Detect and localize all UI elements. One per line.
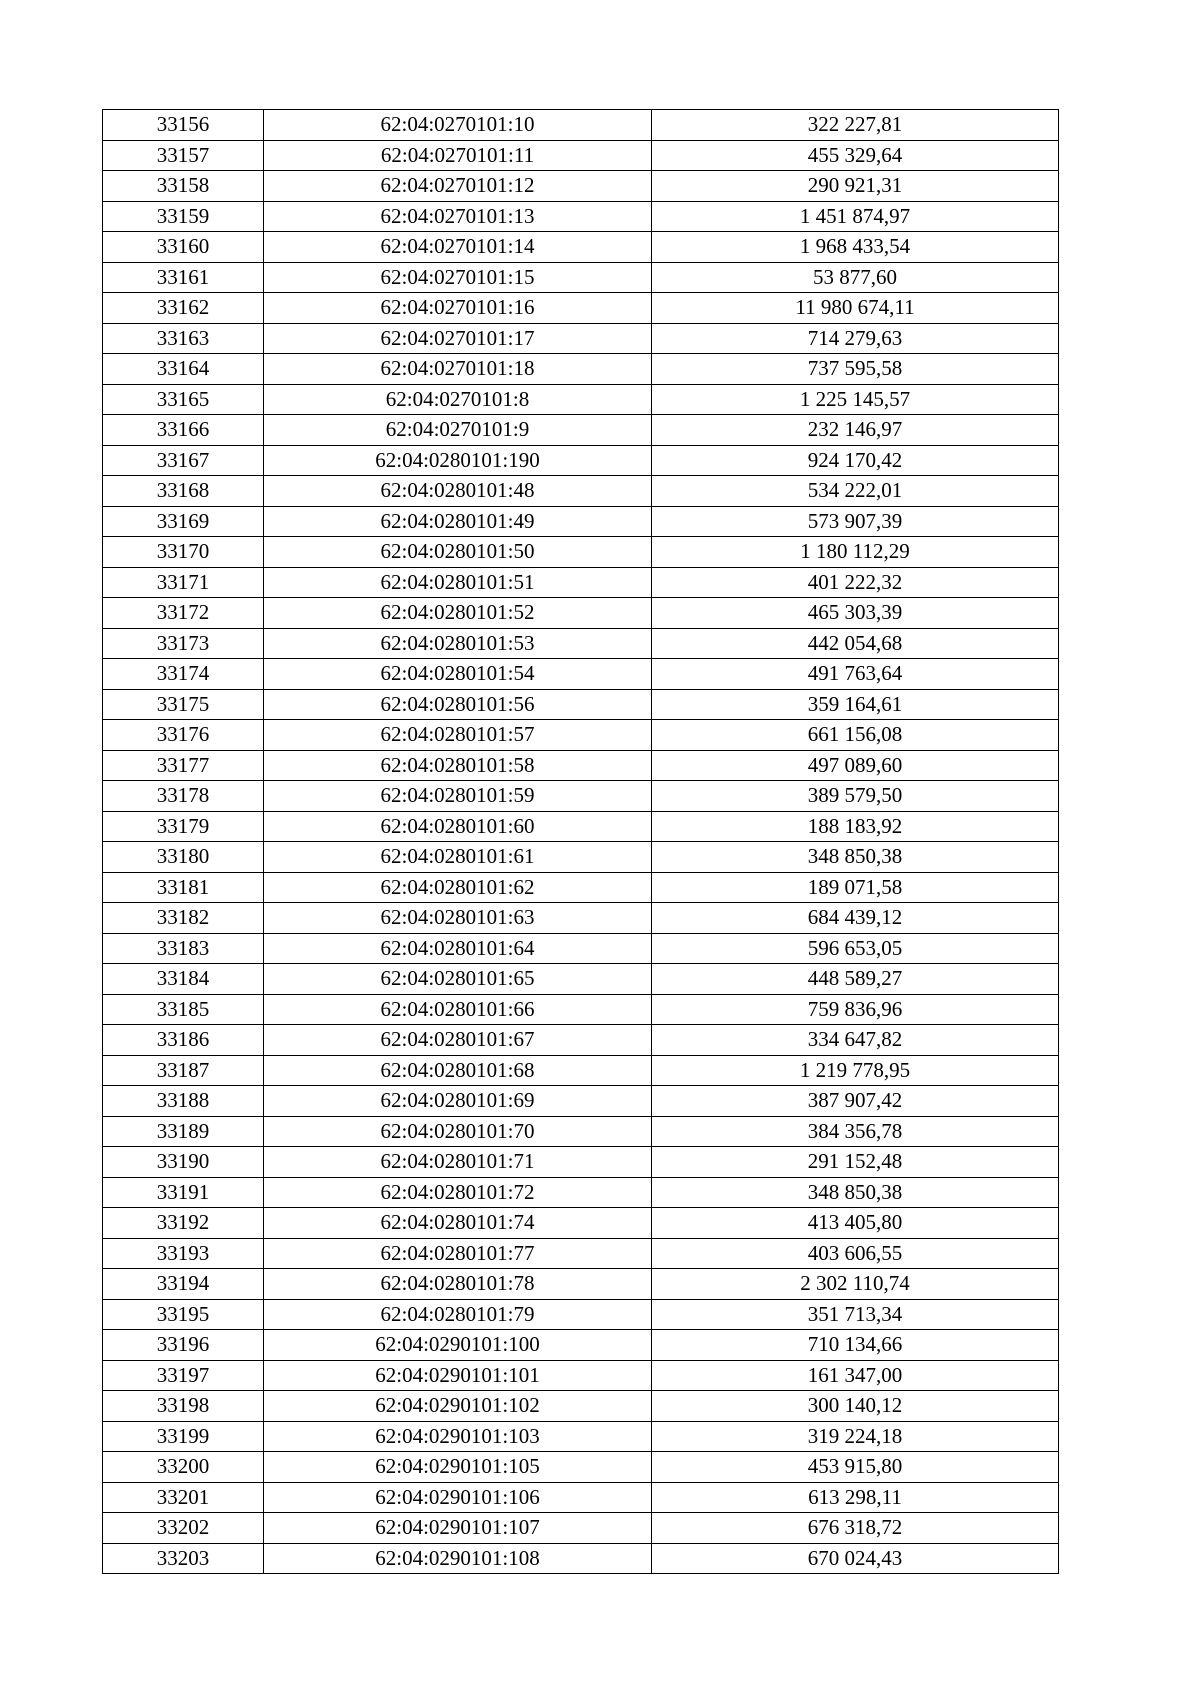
cadastral-value-cell: 11 980 674,11	[652, 293, 1059, 324]
table-row	[103, 994, 1059, 1025]
cadastral-value-cell: 534 222,01	[652, 476, 1059, 507]
cadastral-value-cell: 661 156,08	[652, 720, 1059, 751]
row-number-cell: 33193	[103, 1238, 264, 1269]
row-number-cell: 33190	[103, 1147, 264, 1178]
cadastral-value-table-container	[102, 109, 1058, 1574]
row-number-cell: 33156	[103, 110, 264, 141]
cadastral-value-cell: 1 451 874,97	[652, 201, 1059, 232]
row-number-cell: 33168	[103, 476, 264, 507]
table-row	[103, 110, 1059, 141]
row-number-cell: 33202	[103, 1513, 264, 1544]
table-row	[103, 750, 1059, 781]
cadastral-number-cell: 62:04:0290101:105	[264, 1452, 652, 1483]
cadastral-number-cell: 62:04:0280101:77	[264, 1238, 652, 1269]
row-number-cell: 33170	[103, 537, 264, 568]
cadastral-value-cell: 359 164,61	[652, 689, 1059, 720]
cadastral-number-cell: 62:04:0270101:9	[264, 415, 652, 446]
cadastral-number-cell: 62:04:0290101:108	[264, 1543, 652, 1574]
table-row	[103, 1177, 1059, 1208]
cadastral-value-cell: 455 329,64	[652, 140, 1059, 171]
cadastral-value-cell: 596 653,05	[652, 933, 1059, 964]
cadastral-value-cell: 453 915,80	[652, 1452, 1059, 1483]
table-row	[103, 1330, 1059, 1361]
row-number-cell: 33196	[103, 1330, 264, 1361]
cadastral-value-cell: 573 907,39	[652, 506, 1059, 537]
cadastral-number-cell: 62:04:0280101:70	[264, 1116, 652, 1147]
table-row	[103, 1391, 1059, 1422]
row-number-cell: 33197	[103, 1360, 264, 1391]
cadastral-number-cell: 62:04:0290101:107	[264, 1513, 652, 1544]
cadastral-value-cell: 710 134,66	[652, 1330, 1059, 1361]
cadastral-number-cell: 62:04:0270101:16	[264, 293, 652, 324]
cadastral-value-cell: 737 595,58	[652, 354, 1059, 385]
cadastral-value-cell: 403 606,55	[652, 1238, 1059, 1269]
cadastral-number-cell: 62:04:0280101:78	[264, 1269, 652, 1300]
row-number-cell: 33179	[103, 811, 264, 842]
row-number-cell: 33176	[103, 720, 264, 751]
cadastral-value-cell: 319 224,18	[652, 1421, 1059, 1452]
row-number-cell: 33178	[103, 781, 264, 812]
cadastral-number-cell: 62:04:0270101:18	[264, 354, 652, 385]
table-row	[103, 293, 1059, 324]
table-row	[103, 384, 1059, 415]
row-number-cell: 33192	[103, 1208, 264, 1239]
row-number-cell: 33157	[103, 140, 264, 171]
row-number-cell: 33172	[103, 598, 264, 629]
row-number-cell: 33175	[103, 689, 264, 720]
cadastral-number-cell: 62:04:0270101:17	[264, 323, 652, 354]
table-row	[103, 1208, 1059, 1239]
row-number-cell: 33189	[103, 1116, 264, 1147]
cadastral-value-cell: 759 836,96	[652, 994, 1059, 1025]
cadastral-number-cell: 62:04:0280101:52	[264, 598, 652, 629]
table-row	[103, 659, 1059, 690]
cadastral-number-cell: 62:04:0280101:57	[264, 720, 652, 751]
cadastral-value-cell: 613 298,11	[652, 1482, 1059, 1513]
cadastral-value-cell: 232 146,97	[652, 415, 1059, 446]
cadastral-value-cell: 497 089,60	[652, 750, 1059, 781]
row-number-cell: 33159	[103, 201, 264, 232]
cadastral-number-cell: 62:04:0290101:101	[264, 1360, 652, 1391]
cadastral-value-cell: 448 589,27	[652, 964, 1059, 995]
table-row	[103, 537, 1059, 568]
cadastral-value-cell: 924 170,42	[652, 445, 1059, 476]
cadastral-number-cell: 62:04:0270101:14	[264, 232, 652, 263]
row-number-cell: 33182	[103, 903, 264, 934]
table-row	[103, 140, 1059, 171]
cadastral-value-cell: 684 439,12	[652, 903, 1059, 934]
cadastral-number-cell: 62:04:0280101:50	[264, 537, 652, 568]
cadastral-number-cell: 62:04:0280101:54	[264, 659, 652, 690]
row-number-cell: 33165	[103, 384, 264, 415]
cadastral-number-cell: 62:04:0280101:60	[264, 811, 652, 842]
table-row	[103, 567, 1059, 598]
cadastral-value-cell: 334 647,82	[652, 1025, 1059, 1056]
table-row	[103, 1116, 1059, 1147]
table-row	[103, 445, 1059, 476]
cadastral-value-cell: 389 579,50	[652, 781, 1059, 812]
table-row	[103, 201, 1059, 232]
cadastral-number-cell: 62:04:0280101:72	[264, 1177, 652, 1208]
cadastral-number-cell: 62:04:0280101:69	[264, 1086, 652, 1117]
cadastral-value-cell: 351 713,34	[652, 1299, 1059, 1330]
table-row	[103, 964, 1059, 995]
table-row	[103, 1055, 1059, 1086]
cadastral-value-cell: 188 183,92	[652, 811, 1059, 842]
cadastral-value-cell: 387 907,42	[652, 1086, 1059, 1117]
row-number-cell: 33185	[103, 994, 264, 1025]
cadastral-value-cell: 53 877,60	[652, 262, 1059, 293]
cadastral-value-cell: 670 024,43	[652, 1543, 1059, 1574]
table-row	[103, 781, 1059, 812]
cadastral-number-cell: 62:04:0280101:51	[264, 567, 652, 598]
cadastral-value-cell: 300 140,12	[652, 1391, 1059, 1422]
row-number-cell: 33162	[103, 293, 264, 324]
table-row	[103, 1147, 1059, 1178]
cadastral-number-cell: 62:04:0290101:106	[264, 1482, 652, 1513]
cadastral-value-cell: 1 968 433,54	[652, 232, 1059, 263]
cadastral-value-cell: 384 356,78	[652, 1116, 1059, 1147]
cadastral-value-table	[102, 109, 1059, 1574]
cadastral-value-cell: 491 763,64	[652, 659, 1059, 690]
cadastral-number-cell: 62:04:0280101:49	[264, 506, 652, 537]
cadastral-value-cell: 290 921,31	[652, 171, 1059, 202]
cadastral-number-cell: 62:04:0280101:66	[264, 994, 652, 1025]
cadastral-value-cell: 676 318,72	[652, 1513, 1059, 1544]
cadastral-number-cell: 62:04:0280101:64	[264, 933, 652, 964]
cadastral-number-cell: 62:04:0280101:58	[264, 750, 652, 781]
row-number-cell: 33181	[103, 872, 264, 903]
cadastral-number-cell: 62:04:0290101:103	[264, 1421, 652, 1452]
cadastral-number-cell: 62:04:0280101:190	[264, 445, 652, 476]
cadastral-value-cell: 2 302 110,74	[652, 1269, 1059, 1300]
row-number-cell: 33199	[103, 1421, 264, 1452]
row-number-cell: 33203	[103, 1543, 264, 1574]
row-number-cell: 33169	[103, 506, 264, 537]
table-row	[103, 232, 1059, 263]
row-number-cell: 33191	[103, 1177, 264, 1208]
table-row	[103, 415, 1059, 446]
cadastral-value-cell: 1 219 778,95	[652, 1055, 1059, 1086]
row-number-cell: 33198	[103, 1391, 264, 1422]
cadastral-number-cell: 62:04:0270101:13	[264, 201, 652, 232]
table-row	[103, 323, 1059, 354]
cadastral-number-cell: 62:04:0270101:12	[264, 171, 652, 202]
table-row	[103, 1238, 1059, 1269]
table-row	[103, 872, 1059, 903]
cadastral-number-cell: 62:04:0280101:56	[264, 689, 652, 720]
table-row	[103, 354, 1059, 385]
cadastral-number-cell: 62:04:0280101:63	[264, 903, 652, 934]
cadastral-number-cell: 62:04:0270101:15	[264, 262, 652, 293]
cadastral-value-cell: 401 222,32	[652, 567, 1059, 598]
row-number-cell: 33163	[103, 323, 264, 354]
row-number-cell: 33194	[103, 1269, 264, 1300]
row-number-cell: 33201	[103, 1482, 264, 1513]
row-number-cell: 33173	[103, 628, 264, 659]
cadastral-value-cell: 189 071,58	[652, 872, 1059, 903]
row-number-cell: 33174	[103, 659, 264, 690]
table-row	[103, 689, 1059, 720]
row-number-cell: 33195	[103, 1299, 264, 1330]
cadastral-number-cell: 62:04:0280101:79	[264, 1299, 652, 1330]
cadastral-number-cell: 62:04:0280101:61	[264, 842, 652, 873]
table-row	[103, 506, 1059, 537]
cadastral-number-cell: 62:04:0270101:11	[264, 140, 652, 171]
cadastral-value-cell: 348 850,38	[652, 1177, 1059, 1208]
cadastral-value-cell: 348 850,38	[652, 842, 1059, 873]
table-row	[103, 628, 1059, 659]
cadastral-number-cell: 62:04:0280101:67	[264, 1025, 652, 1056]
cadastral-number-cell: 62:04:0280101:74	[264, 1208, 652, 1239]
table-row	[103, 1360, 1059, 1391]
cadastral-number-cell: 62:04:0280101:68	[264, 1055, 652, 1086]
row-number-cell: 33171	[103, 567, 264, 598]
table-row	[103, 842, 1059, 873]
row-number-cell: 33164	[103, 354, 264, 385]
cadastral-value-cell: 1 225 145,57	[652, 384, 1059, 415]
table-row	[103, 1513, 1059, 1544]
row-number-cell: 33167	[103, 445, 264, 476]
cadastral-number-cell: 62:04:0290101:100	[264, 1330, 652, 1361]
table-row	[103, 1421, 1059, 1452]
table-row	[103, 1299, 1059, 1330]
table-row	[103, 811, 1059, 842]
table-row	[103, 903, 1059, 934]
cadastral-value-cell: 714 279,63	[652, 323, 1059, 354]
row-number-cell: 33158	[103, 171, 264, 202]
table-row	[103, 171, 1059, 202]
cadastral-number-cell: 62:04:0290101:102	[264, 1391, 652, 1422]
cadastral-value-cell: 322 227,81	[652, 110, 1059, 141]
cadastral-number-cell: 62:04:0280101:48	[264, 476, 652, 507]
row-number-cell: 33161	[103, 262, 264, 293]
row-number-cell: 33188	[103, 1086, 264, 1117]
row-number-cell: 33183	[103, 933, 264, 964]
cadastral-number-cell: 62:04:0280101:59	[264, 781, 652, 812]
table-row	[103, 1025, 1059, 1056]
cadastral-value-cell: 291 152,48	[652, 1147, 1059, 1178]
table-row	[103, 933, 1059, 964]
cadastral-value-cell: 465 303,39	[652, 598, 1059, 629]
table-row	[103, 1482, 1059, 1513]
row-number-cell: 33187	[103, 1055, 264, 1086]
table-row	[103, 1086, 1059, 1117]
row-number-cell: 33160	[103, 232, 264, 263]
table-row	[103, 598, 1059, 629]
row-number-cell: 33180	[103, 842, 264, 873]
row-number-cell: 33186	[103, 1025, 264, 1056]
table-row	[103, 476, 1059, 507]
cadastral-number-cell: 62:04:0280101:65	[264, 964, 652, 995]
row-number-cell: 33177	[103, 750, 264, 781]
cadastral-value-cell: 442 054,68	[652, 628, 1059, 659]
table-row	[103, 1452, 1059, 1483]
table-row	[103, 720, 1059, 751]
cadastral-value-cell: 161 347,00	[652, 1360, 1059, 1391]
row-number-cell: 33166	[103, 415, 264, 446]
table-row	[103, 1543, 1059, 1574]
table-row	[103, 262, 1059, 293]
cadastral-number-cell: 62:04:0270101:10	[264, 110, 652, 141]
table-body	[103, 110, 1059, 1574]
row-number-cell: 33200	[103, 1452, 264, 1483]
cadastral-number-cell: 62:04:0270101:8	[264, 384, 652, 415]
cadastral-value-cell: 413 405,80	[652, 1208, 1059, 1239]
row-number-cell: 33184	[103, 964, 264, 995]
cadastral-number-cell: 62:04:0280101:71	[264, 1147, 652, 1178]
cadastral-number-cell: 62:04:0280101:53	[264, 628, 652, 659]
table-row	[103, 1269, 1059, 1300]
cadastral-number-cell: 62:04:0280101:62	[264, 872, 652, 903]
cadastral-value-cell: 1 180 112,29	[652, 537, 1059, 568]
